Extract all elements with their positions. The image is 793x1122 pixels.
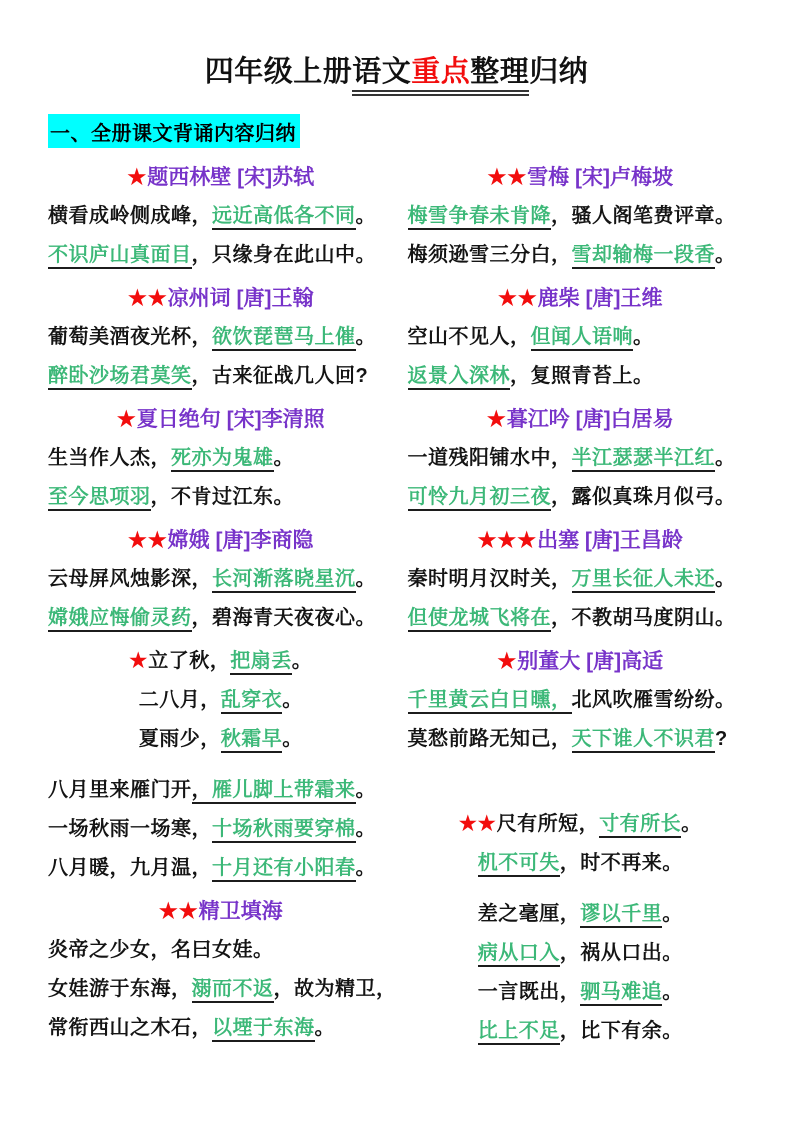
verse-line	[408, 895, 754, 934]
star-icon: ★	[129, 650, 149, 672]
verse-segment: 一道残阳铺水中，	[407, 447, 572, 469]
highlighted-phrase: 乱穿衣	[221, 689, 283, 714]
poem-title-line	[48, 279, 394, 318]
poem-columns	[0, 152, 793, 1055]
verse-line	[48, 1009, 394, 1048]
poem-title: 出塞 [唐]王昌龄	[537, 529, 683, 552]
poem-block	[48, 279, 394, 396]
column-left	[48, 158, 397, 1055]
highlighted-phrase: 十场秋雨要穿棉	[212, 818, 356, 843]
highlighted-phrase: 雁儿脚上带霜来	[212, 779, 356, 804]
poem-title: 暮江吟 [唐]白居易	[506, 408, 674, 431]
verse-segment: 。	[355, 205, 376, 227]
poem-title-line	[408, 642, 754, 681]
poem-block	[408, 642, 754, 759]
verse-segment: ，比下有余。	[559, 1020, 683, 1042]
verse-line	[48, 478, 394, 517]
highlighted-phrase: 驷马难追	[580, 981, 662, 1006]
star-icon: ★★	[158, 900, 199, 923]
star-icon: ★	[116, 408, 137, 431]
section-heading-row	[48, 114, 793, 148]
poem-block	[48, 158, 394, 275]
highlighted-phrase: 梅雪争春未肯降	[408, 205, 552, 230]
verse-line	[48, 357, 394, 396]
title-segment: 语文	[352, 56, 411, 96]
poem-block	[408, 158, 754, 275]
verse-segment: 。	[355, 568, 376, 590]
poem-block	[408, 805, 754, 883]
verse-segment: 莫愁前路无知己，	[407, 728, 572, 750]
verse-line	[48, 642, 394, 681]
poem-title-line	[408, 400, 754, 439]
poem-title: 凉州词 [唐]王翰	[167, 287, 314, 310]
verse-segment: 一言既出，	[477, 981, 581, 1003]
verse-segment: 差之毫厘，	[477, 903, 581, 925]
poem-block	[48, 892, 397, 1048]
verse-segment: 。	[681, 813, 702, 835]
star-icon: ★★	[128, 287, 168, 310]
verse-segment: ?	[715, 728, 728, 750]
verse-segment: 。	[662, 981, 683, 1003]
verse-line	[408, 1012, 754, 1051]
highlighted-phrase: 千里黄云白日曛，	[408, 689, 572, 714]
highlighted-phrase: 病从口入	[478, 942, 560, 967]
verse-segment: 。	[715, 244, 736, 266]
poem-title-line	[48, 400, 394, 439]
verse-segment: ，不肯过江东。	[150, 486, 294, 508]
verse-line	[48, 599, 394, 638]
verse-segment: ，古来征战几人回?	[191, 365, 369, 387]
title-segment: 重点	[411, 56, 470, 96]
verse-segment: 女娃游于东海，	[48, 978, 192, 1000]
verse-segment: 生当作人杰，	[48, 447, 171, 469]
highlighted-phrase: 把扇丢	[230, 650, 292, 675]
poem-title: 别董大 [唐]高适	[517, 650, 664, 673]
verse-line	[408, 805, 754, 844]
verse-segment: 葡萄美酒夜光杯，	[48, 326, 212, 348]
poem-block	[408, 279, 754, 396]
verse-line	[48, 810, 394, 849]
verse-segment: 。	[355, 818, 376, 840]
highlighted-phrase: 可怜九月初三夜	[408, 486, 552, 511]
verse-line	[48, 931, 394, 970]
verse-segment: 横看成岭侧成峰，	[48, 205, 212, 227]
title-segment: 四年级上册	[204, 56, 353, 88]
poem-block	[48, 771, 394, 888]
title-segment: 整理	[470, 56, 529, 96]
verse-segment: 。	[273, 447, 294, 469]
poem-title-line	[408, 521, 754, 560]
star-icon: ★	[486, 408, 507, 431]
verse-line	[408, 844, 754, 883]
verse-segment: 立了秋，	[148, 650, 231, 672]
verse-line	[408, 236, 754, 275]
verse-segment: 。	[355, 326, 376, 348]
verse-segment: 尺有所短，	[496, 813, 600, 835]
poem-block	[408, 521, 754, 638]
poem-title: 夏日绝句 [宋]李清照	[136, 408, 325, 431]
verse-segment: 。	[715, 568, 736, 590]
poem-block	[48, 521, 394, 638]
verse-line	[48, 849, 394, 888]
highlighted-phrase: 返景入深林	[408, 365, 511, 390]
verse-segment: 一场秋雨一场寒，	[48, 818, 212, 840]
verse-segment: 秦时明月汉时关，	[407, 568, 572, 590]
highlighted-phrase: 半江瑟瑟半江红	[572, 447, 716, 472]
verse-segment: 。	[715, 447, 736, 469]
verse-segment: 梅须逊雪三分白，	[407, 244, 572, 266]
highlighted-phrase: 醉卧沙场君莫笑	[48, 365, 192, 390]
highlighted-phrase: 以堙于东海	[212, 1017, 315, 1042]
poem-title: 鹿柴 [唐]王维	[537, 287, 663, 310]
verse-line	[408, 439, 754, 478]
highlighted-phrase: 十月还有小阳春	[212, 857, 356, 882]
verse-line	[408, 560, 754, 599]
verse-segment: 云母屏风烛影深，	[48, 568, 212, 590]
verse-segment: 。	[633, 326, 654, 348]
page-title	[0, 0, 793, 92]
star-icon: ★★★	[477, 529, 538, 552]
poem-title: 题西林壁 [宋]苏轼	[147, 166, 315, 189]
poem-title-line	[408, 158, 754, 197]
poem-title-line	[48, 892, 394, 931]
poem-block	[408, 400, 754, 517]
verse-segment: 炎帝之少女，名曰女娃。	[48, 939, 274, 961]
poem-title: 嫦娥 [唐]李商隐	[167, 529, 314, 552]
verse-segment: ，不教胡马度阴山。	[551, 607, 736, 629]
verse-line	[48, 771, 394, 810]
verse-segment: 二八月，	[138, 689, 221, 711]
verse-line	[48, 236, 394, 275]
column-right	[408, 158, 754, 1055]
verse-line	[48, 970, 397, 1009]
poem-block	[48, 400, 394, 517]
highlighted-phrase: 死亦为鬼雄	[171, 447, 274, 472]
poem-title: 雪梅 [宋]卢梅坡	[527, 166, 673, 189]
poem-title-line	[408, 279, 754, 318]
verse-line	[48, 681, 394, 720]
verse-segment: ，	[192, 779, 213, 804]
verse-segment: ，祸从口出。	[559, 942, 683, 964]
highlighted-phrase: 雪却输梅一段香	[572, 244, 716, 269]
highlighted-phrase: 比上不足	[478, 1020, 560, 1045]
verse-segment: ，复照青苔上。	[510, 365, 654, 387]
highlighted-phrase: 嫦娥应悔偷灵药	[48, 607, 192, 632]
verse-segment: 。	[291, 650, 313, 672]
highlighted-phrase: 至今思项羽	[48, 486, 151, 511]
verse-segment: 。	[282, 728, 303, 750]
verse-line	[48, 318, 394, 357]
verse-line	[408, 478, 754, 517]
star-icon: ★★	[498, 287, 538, 310]
verse-line	[408, 357, 754, 396]
star-icon: ★	[127, 166, 148, 189]
verse-segment: ，时不再来。	[559, 852, 683, 874]
verse-segment: ，碧海青天夜夜心。	[191, 607, 376, 629]
verse-segment: 。	[355, 779, 376, 801]
verse-segment: 夏雨少，	[138, 728, 221, 750]
highlighted-phrase: 远近高低各不同	[212, 205, 356, 230]
star-icon: ★★	[487, 166, 528, 189]
verse-line	[408, 318, 754, 357]
highlighted-phrase: 但使龙城飞将在	[408, 607, 552, 632]
verse-segment: 。	[355, 857, 376, 879]
poem-block	[408, 895, 754, 1051]
star-icon: ★	[497, 650, 518, 673]
verse-line	[408, 599, 754, 638]
verse-segment: ，骚人阁笔费评章。	[551, 205, 736, 227]
verse-line	[408, 720, 754, 759]
poem-block	[48, 642, 394, 759]
highlighted-phrase: 万里长征人未还	[572, 568, 716, 593]
highlighted-phrase: 长河渐落晓星沉	[212, 568, 356, 593]
verse-line	[48, 720, 394, 759]
highlighted-phrase: 不识庐山真面目	[48, 244, 192, 269]
verse-segment: 。	[662, 903, 683, 925]
verse-line	[48, 439, 394, 478]
verse-line	[408, 681, 754, 720]
verse-line	[48, 197, 394, 236]
verse-segment: ，故为精卫，	[273, 978, 397, 1000]
star-icon: ★★	[458, 813, 497, 835]
title-segment: 归纳	[529, 56, 589, 88]
verse-line	[408, 197, 754, 236]
star-icon: ★★	[128, 529, 168, 552]
highlighted-phrase: 溺而不返	[192, 978, 274, 1003]
verse-segment: 。	[314, 1017, 335, 1039]
verse-segment: 常衔西山之木石，	[48, 1017, 212, 1039]
highlighted-phrase: 寸有所长	[599, 813, 681, 838]
verse-segment: 八月暖，九月温，	[48, 857, 212, 879]
highlighted-phrase: 机不可失	[478, 852, 560, 877]
verse-segment: ，露似真珠月似弓。	[551, 486, 736, 508]
highlighted-phrase: 天下谁人不识君	[572, 728, 716, 753]
verse-segment: 。	[282, 689, 303, 711]
poem-title: 精卫填海	[198, 900, 283, 923]
verse-segment: ，只缘身在此山中。	[191, 244, 376, 266]
poem-title-line	[48, 521, 394, 560]
verse-line	[408, 934, 754, 973]
verse-line	[48, 560, 394, 599]
section-heading: 一、全册课文背诵内容归纳	[48, 114, 300, 148]
verse-segment: 八月里来雁门开	[48, 779, 192, 801]
highlighted-phrase: 秋霜早	[221, 728, 283, 753]
verse-segment: 北风吹雁雪纷纷。	[571, 689, 736, 711]
highlighted-phrase: 谬以千里	[580, 903, 662, 928]
poem-title-line	[48, 158, 394, 197]
verse-line	[408, 973, 754, 1012]
highlighted-phrase: 欲饮琵琶马上催	[212, 326, 356, 351]
verse-segment: 空山不见人，	[407, 326, 531, 348]
highlighted-phrase: 但闻人语响	[531, 326, 634, 351]
